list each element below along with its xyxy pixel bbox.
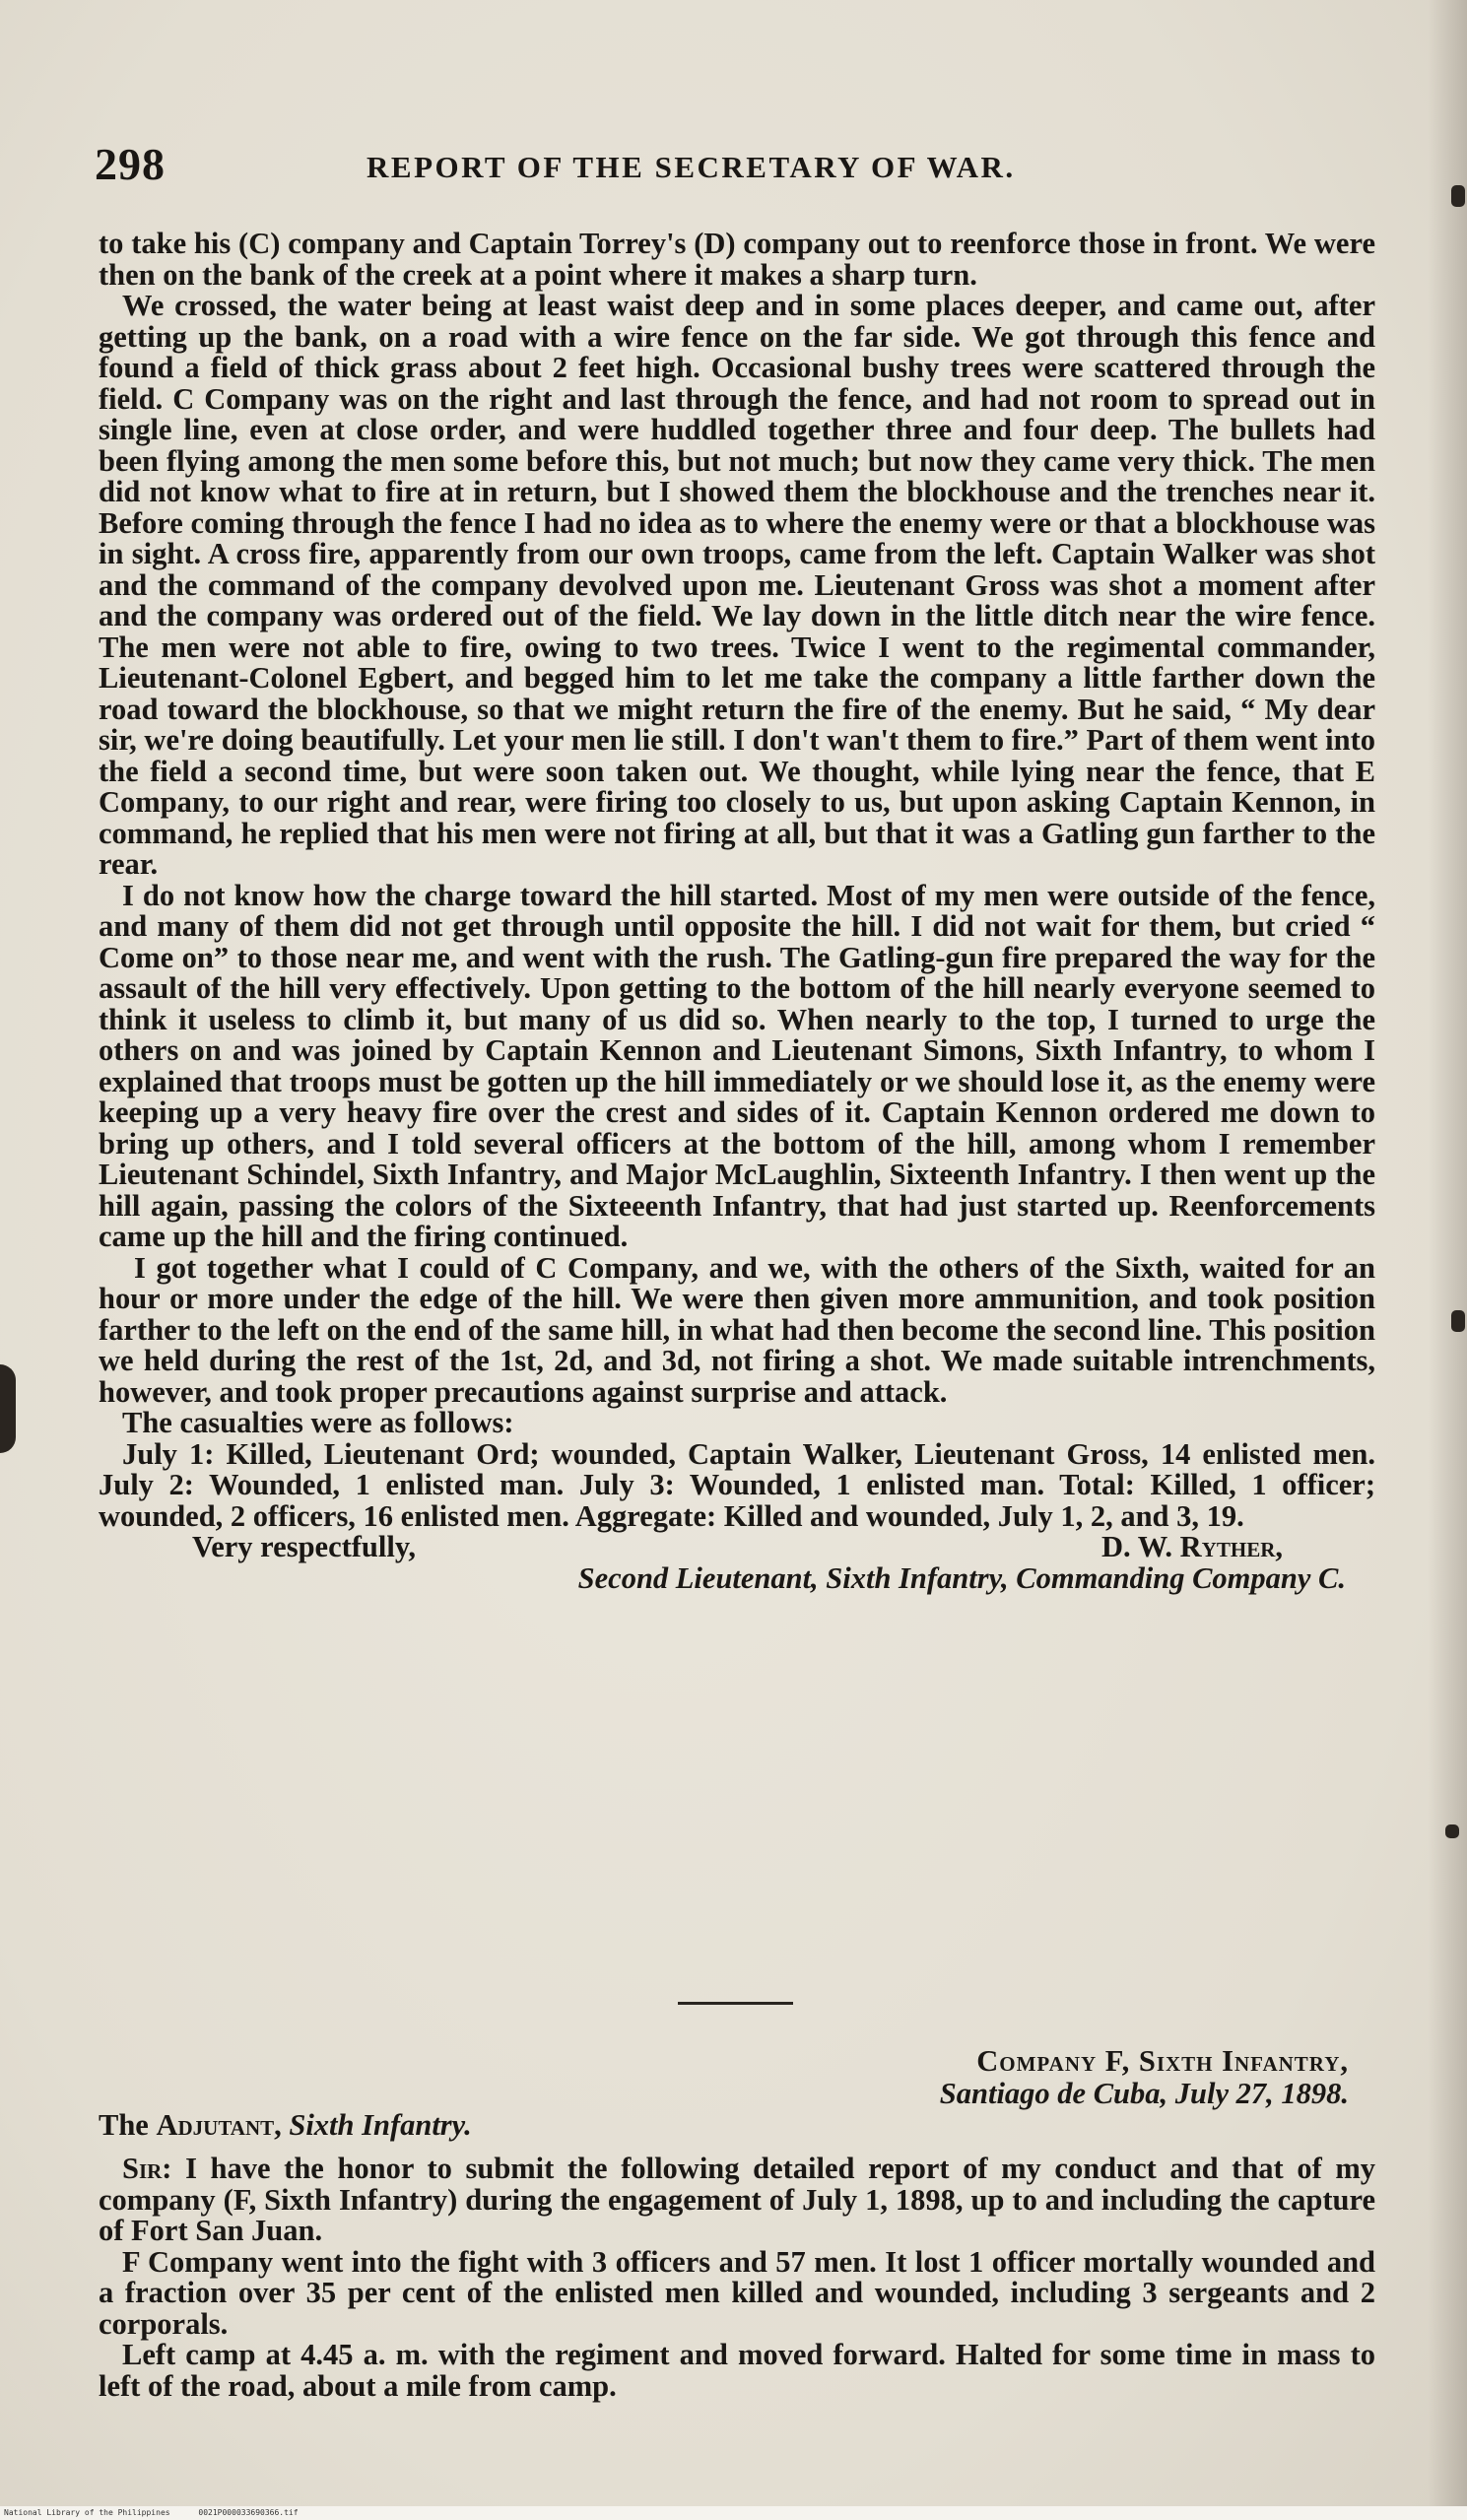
paragraph-text: I have the honor to submit the following detailed report of my conduct and that of my company (F, Sixth Infantry) during the engagement of July 1, 1898, up to and including the capture of Fort San Juan. [99, 2152, 1375, 2247]
binding-mark [0, 1364, 16, 1453]
scan-mark [1445, 1824, 1459, 1838]
salutation [99, 2108, 472, 2143]
salutation-recipient: Adjutant, [156, 2108, 282, 2142]
signature: D. W. Ryther, [1100, 1530, 1283, 1563]
section-divider [678, 2002, 793, 2005]
paragraph [99, 2154, 1375, 2247]
report-heading [659, 2045, 1349, 2110]
scan-mark [1451, 185, 1465, 207]
paragraph: We crossed, the water being at least waist deep and in some places deeper, and came out, after getting up the bank, on a road with a wire fence on the far side. We got through this fence and found a field of thick grass about 2 feet high. Occasional bushy trees were scattered through the field. C Company was on the right and last through the fence, and had not room to spread out in single line, even at close order, and were huddled together three and four deep. The bullets had been flying among the men some before this, but not much; but now they came very thick. The men did not know what to fire at in return, but I showed them the blockhouse and the trenches near it. Before coming through the fence I had no idea as to where the enemy were or that a blockhouse was in sight. A cross fire, apparently from our own troops, came from the left. Captain Walker was shot and the command of the company devolved upon me. Lieutenant Gross was shot a moment after and the company was ordered out of the field. We lay down in the little ditch near the wire fence. The men were not able to fire, owing to two trees. Twice I went to the regimental commander, Lieutenant-Colonel Egbert, and begged him to let me take the company a little farther down the road toward the blockhouse, so that we might return the fire of the enemy. But he said, “ My dear sir, we're doing beautifully. Let your men lie still. I don't wan't them to fire.” Part of them went into the field a second time, but were soon taken out. We thought, while lying near the fence, that E Company, to our right and rear, were firing too closely to us, but upon asking Captain Kennon, in command, he replied that his men were not firing at all, but that it was a Gatling gun farther to the rear. [99, 289, 1375, 881]
paragraph: Left camp at 4.45 a. m. with the regiment and moved forward. Halted for some time in mass to left of the road, about a mile from camp. [99, 2338, 1375, 2403]
closing: Very respectfully, [192, 1530, 417, 1563]
page-edge-shadow [1428, 0, 1467, 2520]
file-id: 0021P000033690366.tif [198, 2508, 299, 2517]
report-body [99, 229, 1375, 1594]
paragraph: I got together what I could of C Company, and we, with the others of the Sixth, waited for an hour or more under the edge of the hill. We were then given more ammunition, and took position farther to the left on the end of the same hill, in what had then become the second line. This position we held during the rest of the 1st, 2d, and 3d, not firing a shot. We made suitable intrenchments, however, and took proper precautions against surprise and attack. [99, 1250, 1375, 1409]
signature-title: Second Lieutenant, Sixth Infantry, Commanding Company C. [577, 1560, 1346, 1595]
page-header [95, 138, 1375, 197]
salutation-unit: Sixth Infantry. [281, 2108, 472, 2142]
page-number: 298 [95, 139, 166, 189]
paragraph: F Company went into the fight with 3 officers and 57 men. It lost 1 officer mortally wounded and a fraction over 35 per cent of the enlisted men killed and wounded, including 3 sergeants and 2 corporals. [99, 2244, 1375, 2341]
address-line: Company F, Sixth Infantry, [976, 2044, 1349, 2078]
paragraph: July 1: Killed, Lieutenant Ord; wounded, Captain Walker, Lieutenant Gross, 14 enlisted men. July 2: Wounded, 1 enlisted man. July 3: Wounded, 1 enlisted man. Total: Killed, 1 officer; wounded, 2 officers, 16 enlisted men. Aggregate: Killed and wounded, July 1, 2, and 3, 19. [99, 1436, 1375, 1533]
scan-mark [1451, 1310, 1465, 1332]
scan-footer [0, 2506, 1467, 2520]
second-report-body [99, 2154, 1375, 2402]
salutation-prefix: The [99, 2108, 157, 2142]
sir-label: Sir: [122, 2152, 172, 2185]
running-title: REPORT OF THE SECRETARY OF WAR. [367, 150, 1016, 184]
closing-line [99, 1532, 1375, 1563]
place-date: Santiago de Cuba, July 27, 1898. [939, 2077, 1349, 2110]
paragraph: I do not know how the charge toward the hill started. Most of my men were outside of the fence, and many of them did not get through until opposite the hill. I did not wait for them, but cried “ Come on” to those near me, and went with the rush. The Gatling-gun fire prepared the way for the assault of the hill very effectively. Upon getting to the bottom of the hill nearly everyone seemed to think it useless to climb it, but many of us did so. When nearly to the top, I turned to urge the others on and was joined by Captain Kennon and Lieutenant Simons, Sixth Infantry, to whom I explained that troops must be gotten up the hill immediately or we should lose it, as the enemy were keeping up a very heavy fire over the crest and sides of it. Captain Kennon ordered me down to bring up others, and I told several officers at the bottom of the hill, among whom I remember Lieutenant Schindel, Sixth Infantry, and Major McLaughlin, Sixteenth Infantry. I then went up the hill again, passing the colors of the Sixteeenth Infantry, that had just started up. Reenforcements came up the hill and the firing continued. [99, 878, 1375, 1253]
paragraph: The casualties were as follows: [122, 1406, 514, 1439]
paragraph: to take his (C) company and Captain Torrey's (D) company out to reenforce those in front. We were then on the bank of the creek at a point where it makes a sharp turn. [99, 227, 1375, 292]
library-name: National Library of the Philippines [4, 2508, 170, 2517]
